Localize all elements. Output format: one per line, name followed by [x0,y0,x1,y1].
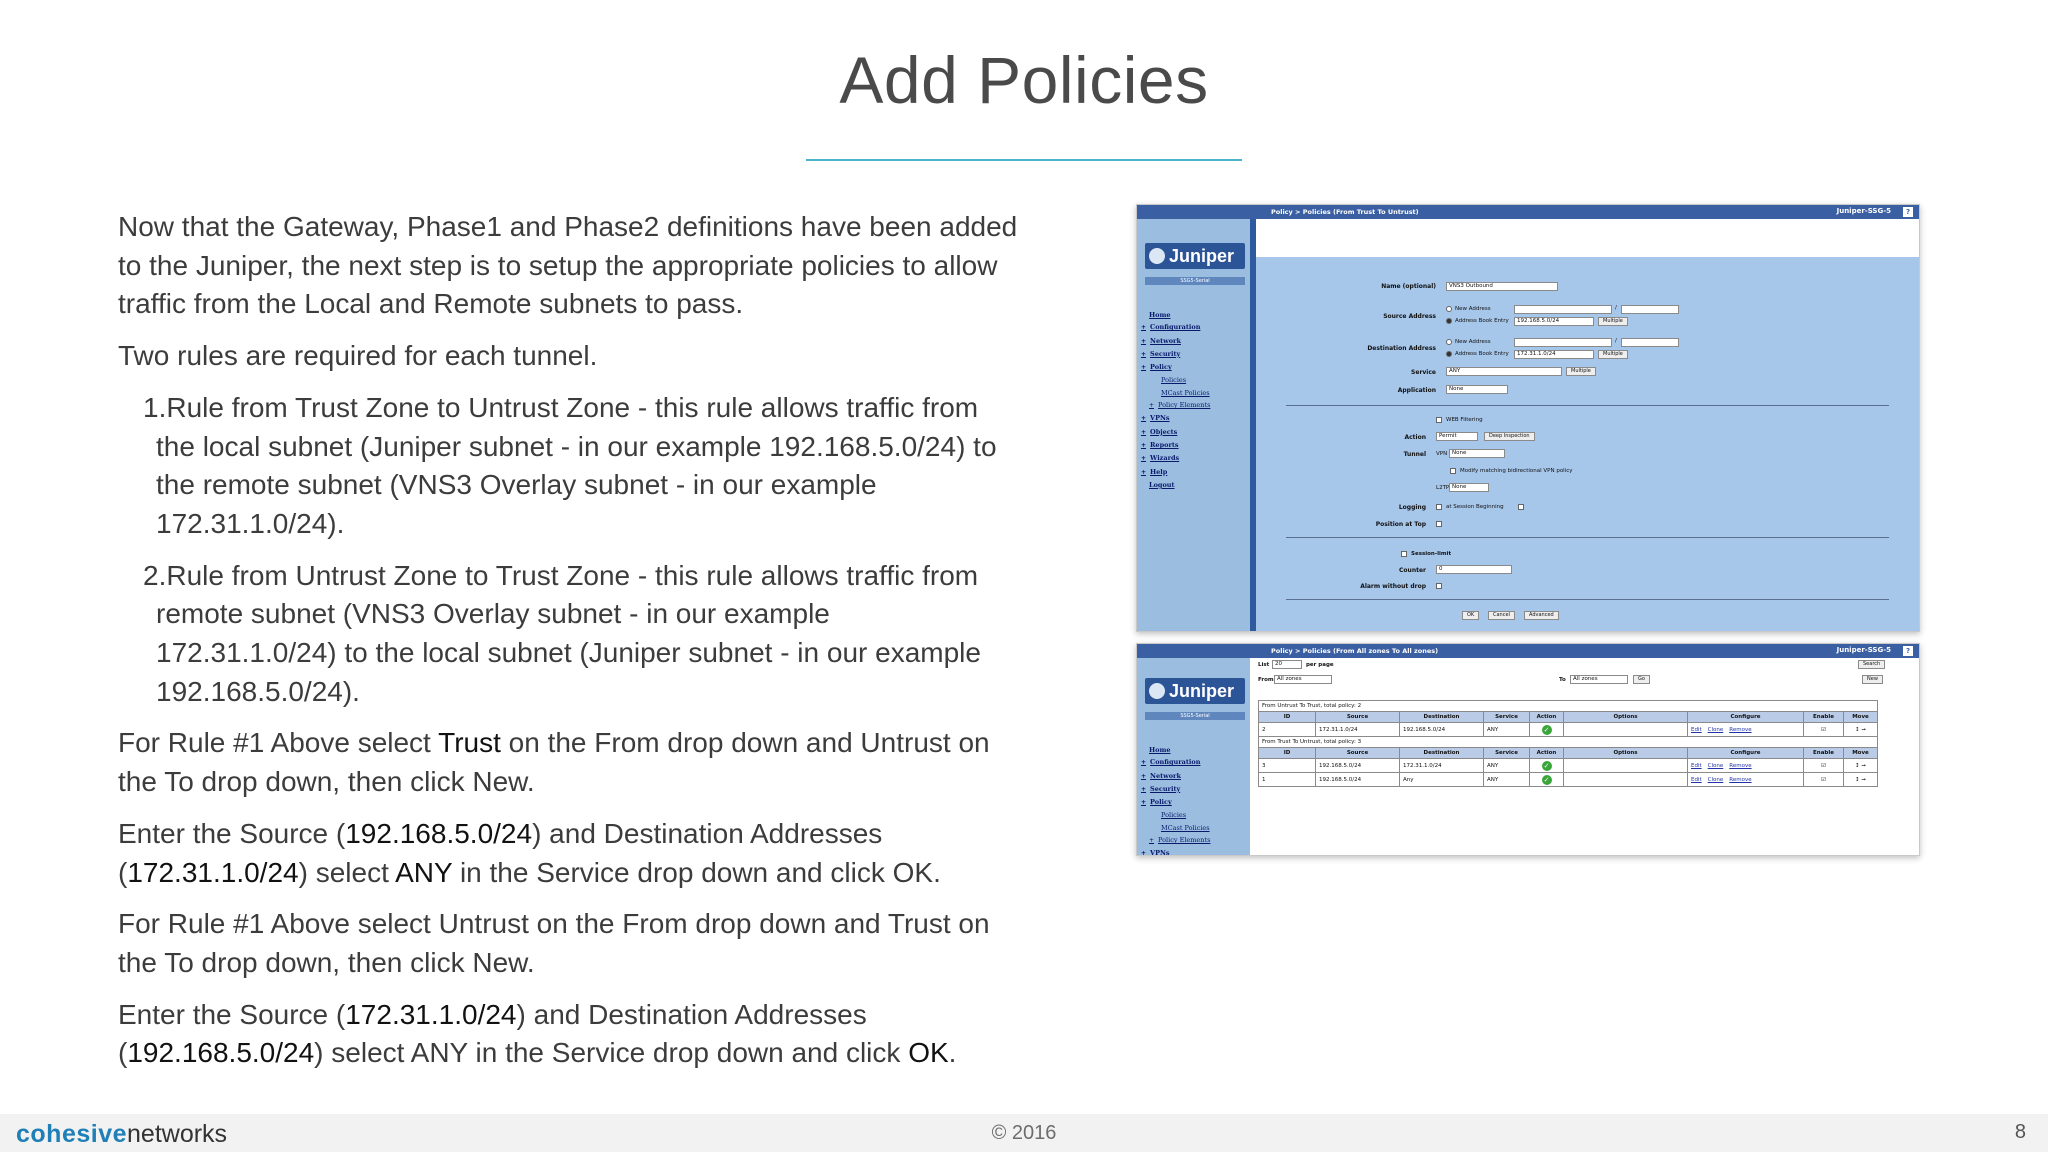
nav-network[interactable]: + Network [1141,335,1210,348]
juniper-logo [1145,243,1245,269]
enable-checkbox-icon[interactable]: ☑ [1821,726,1826,733]
nav-home[interactable]: Home [1149,311,1171,319]
cell-destination: 172.31.1.0/24 [1400,759,1484,773]
col-action: Action [1530,748,1564,759]
edit-link[interactable]: Edit [1691,776,1702,783]
to-label: To [1559,677,1566,683]
logo-part-cohesive: cohesive [16,1120,128,1148]
ok-button[interactable]: OK [1462,611,1479,620]
form-divider [1286,537,1889,538]
rule2-addresses-paragraph [118,996,1018,1073]
col-action: Action [1530,712,1564,723]
col-enable: Enable [1804,712,1844,723]
cell-service: ANY [1484,773,1530,787]
table-row [1259,723,1878,737]
cell-source: 172.31.1.0/24 [1316,723,1400,737]
source-new-address-radio[interactable] [1446,306,1452,312]
permit-check-icon: ✓ [1542,761,1552,771]
source-new-address-label: New Address [1455,306,1491,312]
permit-check-icon: ✓ [1542,775,1552,785]
new-button[interactable]: New [1862,675,1883,684]
group-caption-row [1259,737,1878,748]
intro-paragraph: Now that the Gateway, Phase1 and Phase2 definitions have been added to the Juniper, the next step is to setup the appropriate policies to allow traffic from the Local and Remote subnets to pass. [118,211,1018,320]
session-beginning-checkbox[interactable] [1518,504,1524,510]
move-updown-icon[interactable]: ↕ [1855,776,1860,783]
highlight-destination: 172.31.1.0/24 [127,856,299,888]
nav-vpns[interactable]: + VPNs [1141,412,1210,425]
copyright: © 2016 [991,1122,1057,1144]
session-limit-label: Session-limit [1411,551,1452,557]
col-destination: Destination [1400,748,1484,759]
group2-caption: From Trust To Untrust, total policy: 3 [1259,737,1878,748]
vpn-label: VPN [1436,451,1448,457]
table-header-row [1259,748,1878,759]
text-run: . [948,1037,957,1069]
dest-mask-input[interactable] [1621,338,1679,347]
session-beginning-label: at Session Beginning [1446,504,1504,510]
per-page-label: per page [1306,662,1334,668]
slash-label: / [1615,305,1617,311]
clone-link[interactable]: Clone [1707,762,1724,769]
rule-2-text: Rule from Untrust Zone to Trust Zone - this rule allows traffic from remote subnet (VNS3 Overlay subnet - in our example 172.31.1.0/24) to the local subnet (Juniper subnet - in our example 192.168.5.0/24). [156,559,981,707]
web-filtering-label: WEB Filtering [1446,417,1483,423]
model-label: SSG5-Serial [1145,712,1245,720]
enable-checkbox-icon[interactable]: ☑ [1821,762,1826,769]
cell-source: 192.168.5.0/24 [1316,759,1400,773]
source-address-select[interactable]: 192.168.5.0/24 [1514,317,1594,326]
form-divider [1286,405,1889,406]
rule1-addresses-paragraph [118,815,1018,892]
col-options: Options [1564,712,1688,723]
text-run: ) and Destination Addresses ( [118,817,883,888]
move-updown-icon[interactable]: ↕ [1855,762,1860,769]
remove-link[interactable]: Remove [1729,762,1752,769]
juniper-logo [1145,678,1245,704]
nav-policy[interactable]: + Policy [1141,796,1210,809]
remove-link[interactable]: Remove [1729,726,1752,733]
text-run: on the From drop down and Untrust on the To drop down, then click New. [118,727,990,798]
search-button[interactable]: Search [1858,660,1885,669]
col-configure: Configure [1688,748,1804,759]
cell-id: 2 [1259,723,1316,737]
rule1-from-to-paragraph [118,724,1018,801]
col-destination: Destination [1400,712,1484,723]
policy-list [1250,658,1919,855]
cell-action [1530,723,1564,737]
col-source: Source [1316,748,1400,759]
nav-security[interactable]: + Security [1141,783,1210,796]
text-run: Enter the Source ( [118,998,346,1030]
application-label: Application [1397,387,1436,394]
text-run: ) select [298,856,396,888]
clone-link[interactable]: Clone [1707,776,1724,783]
l2tp-label: L2TP [1436,485,1450,491]
nav-vpns[interactable]: + VPNs [1141,847,1210,856]
nav-configuration[interactable]: + Configuration [1141,756,1210,769]
source-address-book-radio[interactable] [1446,318,1452,324]
dest-address-select[interactable]: 172.31.1.0/24 [1514,350,1594,359]
highlight-trust: Trust [438,727,501,759]
col-configure: Configure [1688,712,1804,723]
nav-help[interactable]: + Help [1141,466,1210,479]
move-arrow-icon[interactable]: ➞ [1861,726,1866,733]
col-move: Move [1844,712,1878,723]
slash-label: / [1615,338,1617,344]
help-icon[interactable]: ? [1903,207,1913,217]
col-service: Service [1484,712,1530,723]
application-select[interactable]: None [1446,385,1508,394]
juniper-sidebar [1137,658,1250,855]
cell-enable [1804,723,1844,737]
nav-policies[interactable]: Policies [1161,811,1187,820]
cell-configure [1688,773,1804,787]
rule-1-number: 1. [143,391,167,423]
permit-check-icon: ✓ [1542,725,1552,735]
l2tp-select[interactable]: None [1449,483,1489,492]
title-underline [806,159,1242,161]
service-select[interactable]: ANY [1446,367,1562,376]
col-options: Options [1564,748,1688,759]
logging-checkbox[interactable] [1436,504,1442,510]
list-label: List [1258,662,1270,668]
edit-link[interactable]: Edit [1691,726,1702,733]
service-multiple-button[interactable]: Multiple [1566,367,1596,376]
dest-multiple-button[interactable]: Multiple [1598,350,1628,359]
rule-2-item [118,557,1018,712]
nav-wizards[interactable]: + Wizards [1141,452,1210,465]
position-top-checkbox[interactable] [1436,521,1442,527]
group1-caption: From Untrust To Trust, total policy: 2 [1259,701,1878,712]
nav-mcast-policies[interactable]: MCast Policies [1161,388,1210,397]
nav-menu [1141,309,1210,491]
text-run: ) and Destination Addresses ( [118,998,867,1069]
form-divider [1286,599,1889,600]
nav-home[interactable]: Home [1149,746,1171,754]
col-move: Move [1844,748,1878,759]
deep-inspection-button[interactable]: Deep Inspection [1484,432,1535,441]
slide-title: Add Policies [839,43,1209,117]
col-id: ID [1259,712,1316,723]
name-label: Name (optional) [1381,283,1436,290]
dest-address-book-label: Address Book Entry [1455,351,1509,357]
group-caption-row [1259,701,1878,712]
text-run: in the Service drop down and click OK. [452,856,941,888]
rule-1-item [118,389,1018,544]
go-button[interactable]: Go [1633,675,1650,684]
text-run: For Rule #1 Above select [118,727,439,759]
text-run: ) select ANY in the Service drop down and click [314,1037,909,1069]
col-enable: Enable [1804,748,1844,759]
edit-link[interactable]: Edit [1691,762,1702,769]
device-name: Juniper-SSG-5 [1836,207,1891,215]
nav-policies[interactable]: Policies [1161,376,1187,385]
rule-2-number: 2. [143,559,167,591]
logo-ball-icon [1149,683,1165,699]
modify-bidirectional-label: Modify matching bidirectional VPN policy [1460,468,1573,474]
alarm-checkbox[interactable] [1436,583,1442,589]
destination-address-label: Destination Address [1367,345,1436,352]
cell-action [1530,759,1564,773]
screenshot-header [1137,644,1919,658]
table-row [1259,759,1878,773]
cancel-button[interactable]: Cancel [1488,611,1515,620]
policy-form [1250,219,1919,631]
move-arrow-icon[interactable]: ➞ [1861,762,1866,769]
col-service: Service [1484,748,1530,759]
position-top-label: Position at Top [1375,521,1426,528]
name-input[interactable]: VNS3 Outbound [1446,282,1558,291]
breadcrumb: Policy > Policies (From Trust To Untrust) [1271,208,1419,216]
model-label: SSG5-Serial [1145,277,1245,285]
to-zone-select[interactable]: All zones [1570,675,1628,684]
cell-destination: Any [1400,773,1484,787]
advanced-button[interactable]: Advanced [1524,611,1559,620]
table-header-row [1259,712,1878,723]
cell-service: ANY [1484,723,1530,737]
nav-mcast-policies[interactable]: MCast Policies [1161,823,1210,832]
cell-id: 1 [1259,773,1316,787]
cell-source: 192.168.5.0/24 [1316,773,1400,787]
source-address-book-label: Address Book Entry [1455,318,1509,324]
logo-part-networks: networks [127,1120,228,1148]
cell-enable [1804,759,1844,773]
content-header-strip [1256,219,1919,257]
alarm-label: Alarm without drop [1360,583,1426,590]
highlight-destination: 192.168.5.0/24 [127,1037,315,1069]
dest-address-book-radio[interactable] [1446,351,1452,357]
col-source: Source [1316,712,1400,723]
counter-input[interactable]: 0 [1436,565,1512,574]
counter-label: Counter [1399,567,1426,574]
nav-security[interactable]: + Security [1141,348,1210,361]
clone-link[interactable]: Clone [1707,726,1724,733]
text-run: Enter the Source ( [118,817,346,849]
source-mask-input[interactable] [1621,305,1679,314]
cell-service: ANY [1484,759,1530,773]
action-select[interactable]: Permit [1436,432,1478,441]
source-address-label: Source Address [1383,313,1436,320]
cell-options [1564,759,1688,773]
highlight-any: ANY [395,856,453,888]
cell-destination: 192.168.5.0/24 [1400,723,1484,737]
cell-enable [1804,773,1844,787]
modify-bidirectional-checkbox[interactable] [1450,468,1456,474]
help-icon[interactable]: ? [1903,646,1913,656]
policy-list-screenshot [1136,643,1920,856]
service-label: Service [1411,369,1436,376]
dest-new-address-input[interactable] [1514,338,1612,347]
cell-options [1564,773,1688,787]
breadcrumb: Policy > Policies (From All zones To All zones) [1271,647,1439,655]
nav-logout[interactable]: Logout [1149,480,1175,489]
highlight-source: 192.168.5.0/24 [345,817,533,849]
logo-text: Juniper [1169,245,1235,266]
highlight-ok: OK [908,1037,949,1069]
enable-checkbox-icon[interactable]: ☑ [1821,776,1826,783]
rule2-from-to-paragraph: For Rule #1 Above select Untrust on the From drop down and Trust on the To drop down, then click New. [118,908,990,978]
nav-policy-elements[interactable]: + Policy Elements [1141,834,1210,847]
remove-link[interactable]: Remove [1729,776,1752,783]
nav-configuration[interactable]: + Configuration [1141,321,1210,334]
move-updown-icon[interactable]: ↕ [1855,726,1860,733]
juniper-sidebar [1137,219,1250,631]
nav-policy[interactable]: + Policy [1141,361,1210,374]
dest-new-address-label: New Address [1455,339,1491,345]
action-label: Action [1404,434,1426,441]
rules-required-paragraph: Two rules are required for each tunnel. [118,340,598,372]
cell-configure [1688,723,1804,737]
web-filtering-checkbox[interactable] [1436,417,1442,423]
session-limit-checkbox[interactable] [1401,551,1407,557]
nav-objects[interactable]: + Objects [1141,426,1210,439]
device-name: Juniper-SSG-5 [1836,646,1891,654]
cell-move [1844,759,1878,773]
logo-text: Juniper [1169,680,1235,701]
from-zone-select[interactable]: All zones [1274,675,1332,684]
logging-label: Logging [1398,504,1426,511]
list-size-select[interactable]: 20 [1272,660,1302,669]
slide-footer [0,1114,2048,1152]
screenshot-header [1137,205,1919,219]
source-new-address-input[interactable] [1514,305,1612,314]
policy-table [1258,700,1878,787]
col-id: ID [1259,748,1316,759]
nav-network[interactable]: + Network [1141,770,1210,783]
dest-new-address-radio[interactable] [1446,339,1452,345]
slide-body [118,208,1018,1086]
nav-reports[interactable]: + Reports [1141,439,1210,452]
move-arrow-icon[interactable]: ➞ [1861,776,1866,783]
page-number: 8 [2014,1121,2026,1143]
highlight-source: 172.31.1.0/24 [345,998,517,1030]
rule-1-text: Rule from Trust Zone to Untrust Zone - this rule allows traffic from the local subnet (Juniper subnet - in our example 192.168.5.0/24) to the remote subnet (VNS3 Overlay subnet - in our example 172.31.1.0/24). [156,391,997,539]
cell-action [1530,773,1564,787]
policy-form-screenshot [1136,204,1920,632]
table-row [1259,773,1878,787]
cell-move [1844,773,1878,787]
cell-move [1844,723,1878,737]
cell-id: 3 [1259,759,1316,773]
from-label: From [1258,677,1274,683]
logo-ball-icon [1149,248,1165,264]
source-multiple-button[interactable]: Multiple [1598,317,1628,326]
cell-options [1564,723,1688,737]
tunnel-label: Tunnel [1403,451,1426,458]
cell-configure [1688,759,1804,773]
nav-menu [1141,744,1210,856]
nav-policy-elements[interactable]: + Policy Elements [1141,399,1210,412]
vpn-select[interactable]: None [1449,449,1505,458]
